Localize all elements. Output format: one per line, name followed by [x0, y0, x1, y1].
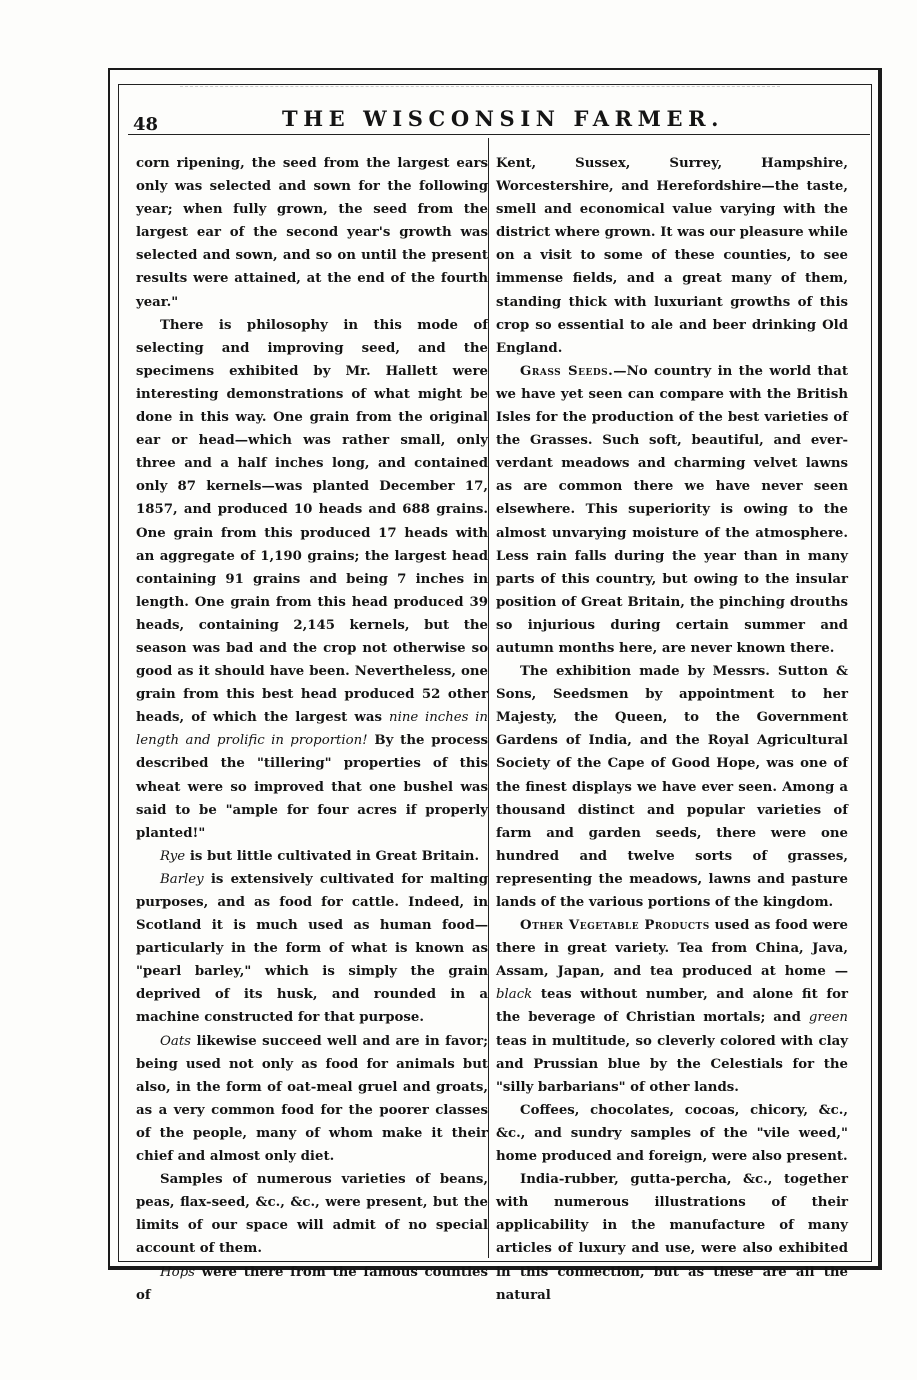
run-in-heading-grass-seeds: Grass Seeds.: [520, 363, 614, 379]
header-rule: [128, 134, 870, 135]
paragraph-coffees: Coffees, chocolates, cocoas, chicory, &c., &c., and sundry samples of the "vile weed," home produced and foreign, were also present.: [496, 1102, 848, 1165]
run-in-heading-hops: Hops: [160, 1264, 195, 1280]
left-column: [136, 152, 488, 1307]
paragraph-corn-ripening: corn ripening, the seed from the largest ears only was selected and sown for the following year; when fully grown, the seed from the largest ear of the second year's growth was selected and sown, and so on until the present results were attained, at the end of the fourth year.": [136, 156, 488, 310]
run-in-heading-rye: Rye: [160, 848, 186, 864]
paragraph-text: likewise succeed well and are in favor; being used not only as food for animals but also, in the form of oat-meal gruel and groats, as a very common food for the poorer classes of the people, many of whom make it their chief and almost only diet.: [136, 1033, 488, 1165]
paragraph-text: used as food were there in great variety. Tea from China, Java, Assam, Japan, and tea produced at home —: [496, 918, 848, 980]
paragraph-exhibition: The exhibition made by Messrs. Sutton & Sons, Seedsmen by appointment to her Majesty, the Queen, to the Government Gardens of India, and the Royal Agricultural Society of the Cape of Good Hope, was one of the finest displays we have ever seen. Among a thousand distinct and popular varieties of farm and garden seeds, there were one hundred and twelve sorts of grasses, representing the meadows, lawns and pasture lands of the various portions of the kingdom.: [496, 664, 848, 910]
page-number: 48: [133, 114, 159, 135]
run-in-heading-barley: Barley: [160, 871, 204, 887]
column-divider: [488, 138, 489, 1258]
paragraph-oats: [136, 1030, 488, 1169]
paragraph-text: There is philosophy in this mode of selecting and improving seed, and the specimens exhibited by Mr. Hallett were interesting demonstrations of what might be done in this way. One grain from the original ear or head—which was rather small, only three and a half inches long, and contained only 87 kernels—was planted December 17, 1857, and produced 10 heads and 688 grains. One grain from this produced 17 heads with an aggregate of 1,190 grains; the largest head containing 91 grains and being 7 inches in length. One grain from this head produced 39 heads, containing 2,145 kernels, but the season was bad and the crop not otherwise so good as it should have been. Nevertheless, one grain from this best head produced 52 other heads, of which the largest was: [136, 317, 488, 726]
paragraph-india-rubber: India-rubber, gutta-percha, &c., together with numerous illustrations of their applicability in the manufacture of many articles of luxury and use, were also exhibited in this connection, but as these are all the natural: [496, 1172, 848, 1303]
italic-word-black: black: [496, 987, 533, 1003]
paragraph-grass-seeds: [496, 360, 848, 660]
paragraph-rye: [136, 845, 488, 868]
paragraph-other-vegetable-products: [496, 914, 848, 1099]
italic-word-green: green: [808, 1010, 848, 1026]
running-head-title: THE WISCONSIN FARMER.: [282, 106, 725, 131]
paragraph-text: By the process described the "tillering" properties of this wheat were so improved that one bushel was said to be "ample for four acres if properly planted!": [136, 733, 488, 841]
paragraph-hops: [136, 1261, 488, 1307]
paragraph-hop-counties: Kent, Sussex, Surrey, Hampshire, Worcestershire, and Herefordshire—the taste, smell and economical value varying with the district where grown. It was our pleasure while on a visit to some of these counties, to see immense fields, and a great many of them, standing thick with luxuriant growths of this crop so essential to ale and beer drinking Old England.: [496, 156, 848, 356]
paragraph-text: teas in multitude, so cleverly colored with clay and Prussian blue by the Celestials for the "silly barbarians" of other lands.: [496, 1033, 848, 1095]
right-column: [496, 152, 848, 1307]
paragraph-text: is extensively cultivated for malting purposes, and as food for cattle. Indeed, in Scotland it is much used as human food—particularly in the form of what is known as "pearl barley," which is simply the grain deprived of its husk, and rounded in a machine constructed for that purpose.: [136, 871, 488, 1026]
paragraph-philosophy: [136, 314, 488, 845]
run-in-heading-oats: Oats: [160, 1033, 191, 1049]
italic-phrase: nine inches in length and prolific in proportion!: [136, 710, 488, 749]
paragraph-samples: Samples of numerous varieties of beans, peas, flax-seed, &c., &c., were present, but the limits of our space will admit of no special account of them.: [136, 1172, 488, 1257]
paragraph-text: teas without number, and alone fit for the beverage of Christian mortals; and: [496, 987, 848, 1026]
paragraph-text: is but little cultivated in Great Britain.: [189, 848, 480, 864]
run-in-heading-other-vegetable-products: Other Vegetable Products: [520, 918, 710, 934]
paragraph-barley: [136, 868, 488, 1030]
paragraph-text: were there from the famous counties of: [136, 1264, 488, 1303]
paragraph-text: —No country in the world that we have yet seen can compare with the British Isles for the production of the best varieties of the Grasses. Such soft, beautiful, and ever-verdant meadows and charming velvet lawns as are common there we have never seen elsewhere. This superiority is owing to the almost unvarying moisture of the atmosphere. Less rain falls during the year than in many parts of this country, but owing to the insular position of Great Britain, the pinching drouths so injurious during certain summer and autumn months here, are never known there.: [496, 363, 848, 656]
